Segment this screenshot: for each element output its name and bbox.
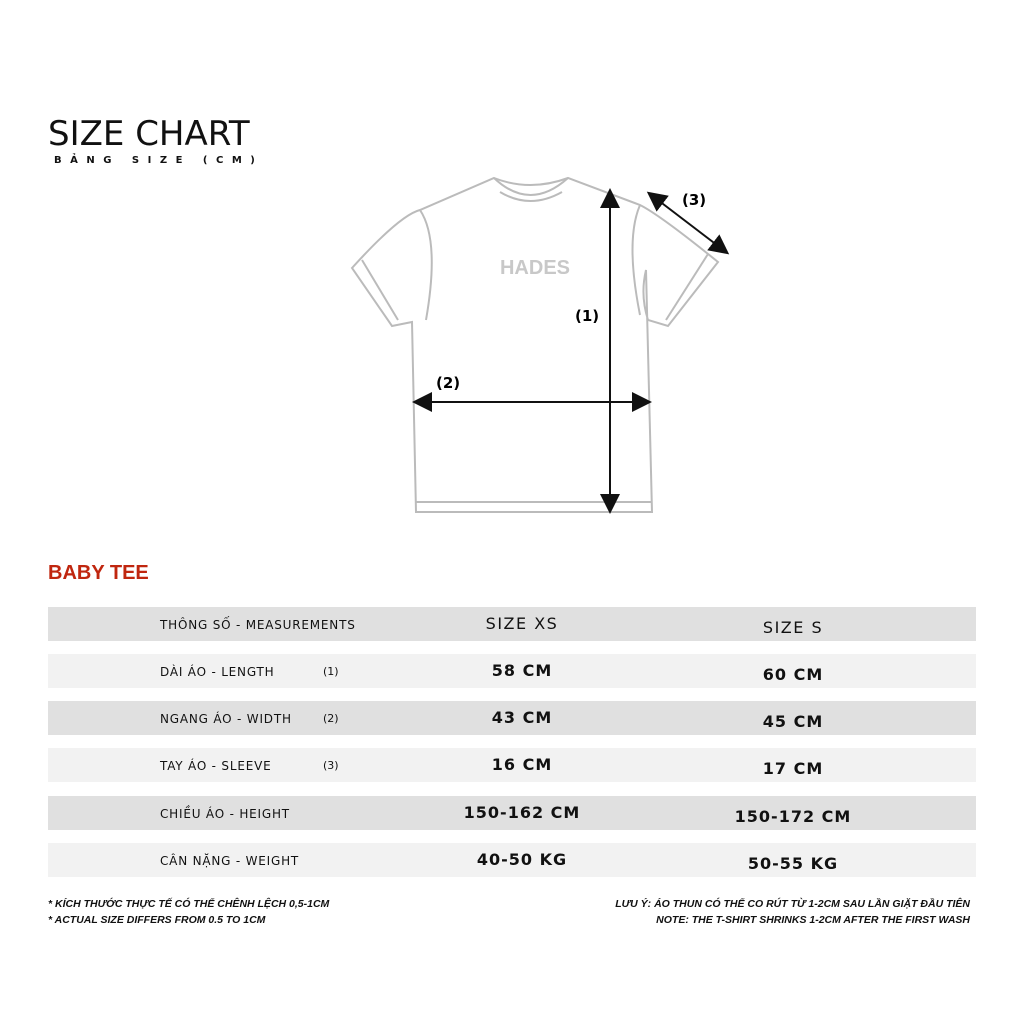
row-label: CÂN NẶNG - WEIGHT bbox=[160, 854, 300, 868]
product-name: BABY TEE bbox=[48, 562, 149, 584]
page-subtitle: BẢNG SIZE (CM) bbox=[54, 155, 264, 166]
row-label: NGANG ÁO - WIDTH bbox=[160, 712, 292, 726]
value-s: 60 CM bbox=[762, 665, 824, 684]
table-row bbox=[48, 843, 976, 877]
note-right bbox=[615, 896, 970, 928]
tshirt-outline bbox=[352, 178, 718, 512]
table-row bbox=[48, 748, 976, 782]
row-label: CHIỀU ÁO - HEIGHT bbox=[160, 807, 290, 821]
table-row bbox=[48, 654, 976, 688]
header-measurements: THÔNG SỐ - MEASUREMENTS bbox=[160, 618, 356, 632]
length-label: (1) bbox=[575, 307, 600, 325]
row-ref: (3) bbox=[323, 759, 339, 772]
row-ref: (1) bbox=[323, 665, 339, 678]
row-label: TAY ÁO - SLEEVE bbox=[160, 759, 272, 773]
note-left-en: * ACTUAL SIZE DIFFERS FROM 0.5 TO 1CM bbox=[48, 914, 266, 926]
value-xs: 43 CM bbox=[491, 708, 553, 727]
header-size-xs: SIZE XS bbox=[485, 614, 559, 633]
page-title: SIZE CHART bbox=[48, 114, 250, 154]
value-xs: 16 CM bbox=[491, 755, 553, 774]
sleeve-label: (3) bbox=[682, 191, 707, 209]
value-s: 45 CM bbox=[762, 712, 824, 731]
value-s: 50-55 KG bbox=[747, 854, 839, 873]
value-s: 17 CM bbox=[762, 759, 824, 778]
tshirt-diagram bbox=[340, 170, 740, 530]
brand-print: HADES bbox=[499, 257, 571, 279]
note-right-en: NOTE: THE T-SHIRT SHRINKS 1-2CM AFTER THE FIRST WASH bbox=[656, 914, 970, 926]
note-left bbox=[48, 896, 329, 928]
header-size-s: SIZE S bbox=[762, 618, 824, 637]
note-left-vi: * KÍCH THƯỚC THỰC TẾ CÓ THỂ CHÊNH LỆCH 0,5-1CM bbox=[48, 898, 330, 910]
value-xs: 40-50 KG bbox=[476, 850, 568, 869]
table-row bbox=[48, 701, 976, 735]
value-s: 150-172 CM bbox=[734, 807, 852, 826]
row-ref: (2) bbox=[323, 712, 339, 725]
value-xs: 58 CM bbox=[491, 661, 553, 680]
note-right-vi: LƯU Ý: ÁO THUN CÓ THỂ CO RÚT TỪ 1-2CM SAU LẦN GIẶT ĐẦU TIÊN bbox=[615, 898, 970, 910]
table-header bbox=[48, 607, 976, 641]
table-row bbox=[48, 796, 976, 830]
row-label: DÀI ÁO - LENGTH bbox=[160, 665, 275, 679]
value-xs: 150-162 CM bbox=[463, 803, 581, 822]
width-label: (2) bbox=[436, 374, 461, 392]
